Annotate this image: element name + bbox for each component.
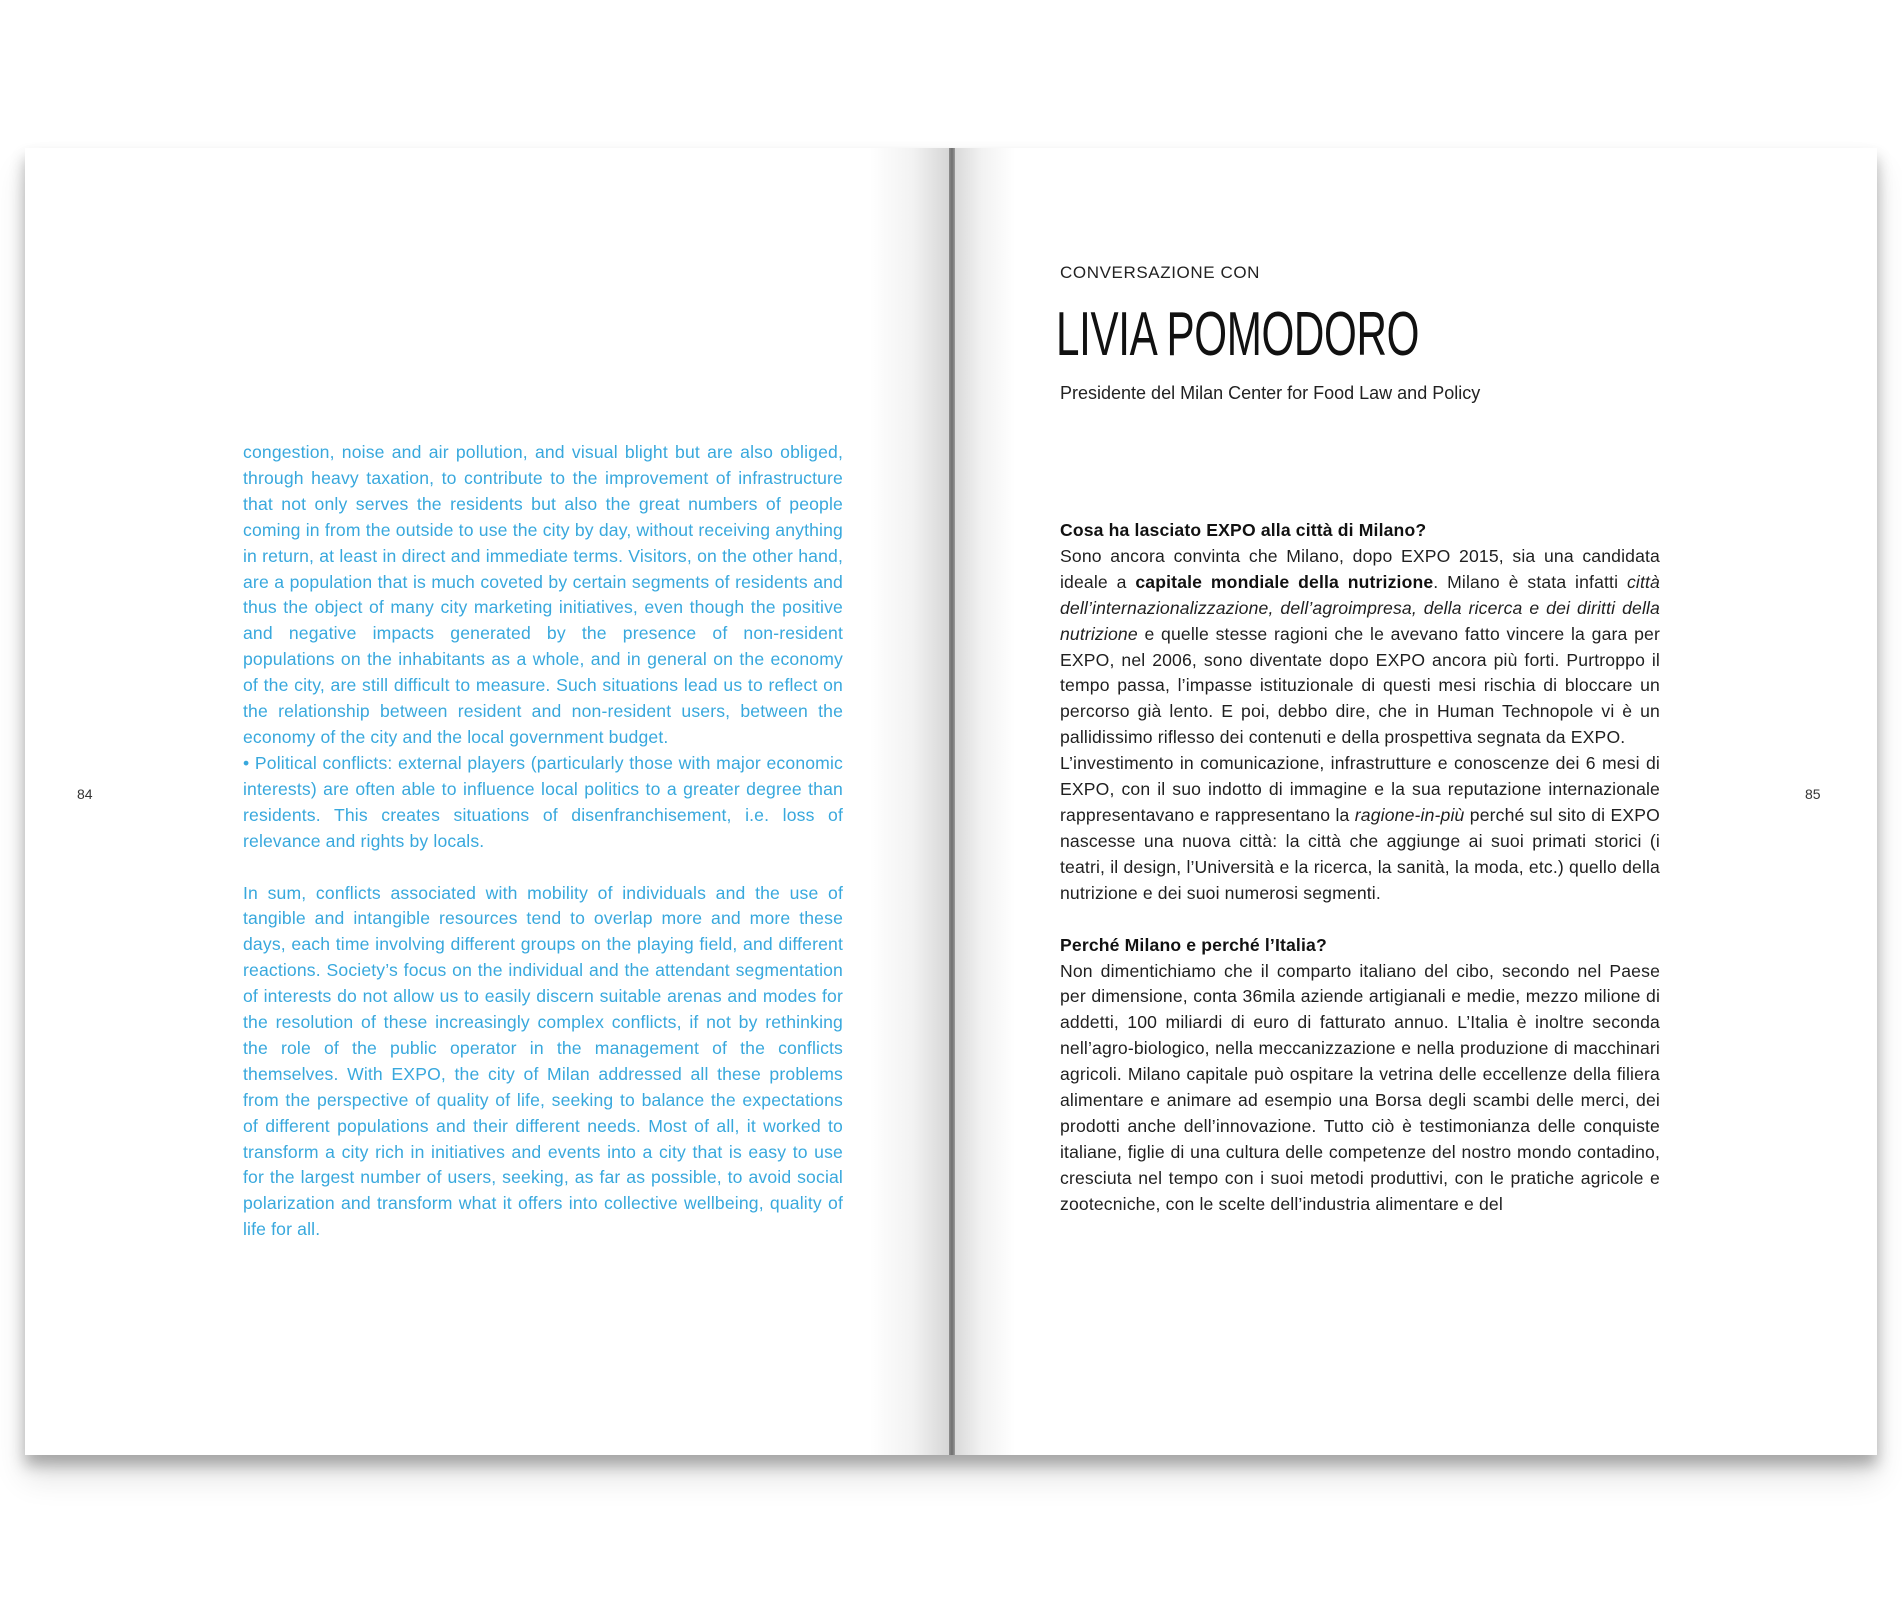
right-page: [955, 148, 1877, 1455]
page-number-right: 85: [1805, 786, 1821, 802]
answer-1-text-b: . Milano è stata infatti: [1433, 571, 1627, 592]
left-paragraph-3: In sum, conflicts associated with mobility of individuals and the use of tangible and intangible resources tend to overlap more and more these days, each time involving different groups on the playing field, and different reactions. Society’s focus on the individual and the attendant segmentation of interests do not allow us to easily discern suitable arenas and modes for the resolution of these increasingly complex conflicts, if not by rethinking the role of the public operator in the management of the conflicts themselves. With EXPO, the city of Milan addressed all these problems from the perspective of quality of life, seeking to balance the expectations of different populations and their different needs. Most of all, it worked to transform a city rich in initiatives and events into a city that is easy to use for the largest number of users, seeking, as far as possible, to avoid social polarization and transform what it offers into collective wellbeing, quality of life for all.: [243, 882, 843, 1240]
interview-subtitle: Presidente del Milan Center for Food Law and Policy: [1060, 383, 1481, 403]
answer-1-italic-2: ragione-in-più: [1354, 804, 1465, 825]
paragraph-gap: [243, 855, 843, 881]
question-1: Cosa ha lasciato EXPO alla città di Milano?: [1060, 520, 1427, 540]
answer-1-bold: capitale mondiale della nutrizione: [1135, 571, 1434, 592]
interview-title: LIVIA POMODORO: [1056, 300, 1420, 369]
left-body-text: [243, 440, 843, 1243]
answer-1-italic: città dell’internazionalizzazione, dell’agroimpresa, della ricerca e dei diritti della nutrizione: [1060, 571, 1660, 644]
interview-kicker: CONVERSAZIONE CON: [1060, 263, 1261, 282]
answer-1-text-a: Sono ancora convinta che Milano, dopo EXPO 2015, sia una candidata ideale a: [1060, 545, 1660, 592]
left-page: [25, 148, 949, 1455]
right-body-text: [1060, 518, 1660, 1218]
paragraph-gap: [1060, 907, 1660, 933]
left-paragraph-1: congestion, noise and air pollution, and visual blight but are also obliged, through heavy taxation, to contribute to the improvement of infrastructure that not only serves the residents but also the great numbers of people coming in from the outside to use the city by day, without receiving anything in return, at least in direct and immediate terms. Visitors, on the other hand, are a population that is much coveted by certain segments of residents and thus the object of many city marketing initiatives, even though the positive and negative impacts generated by the presence of non-resident populations on the inhabitants as a whole, and in general on the economy of the city, are still difficult to measure. Such situations lead us to reflect on the relationship between resident and non-resident users, between the economy of the city and the local government budget.: [243, 442, 843, 747]
question-2: Perché Milano e perché l’Italia?: [1060, 934, 1327, 955]
answer-1-paragraph-2: [1060, 751, 1660, 906]
answer-1-text-d: L’investimento in comunicazione, infrastrutture e conoscenze dei 6 mesi di EXPO, con il suo indotto di immagine e la sua reputazione internazionale rappresentavano e rappresentano la: [1060, 753, 1660, 825]
answer-1-text-e: perché sul sito di EXPO nascesse una nuova città: la città che aggiunge ai suoi primati storici (i teatri, il design, l’Università e la ricerca, la sanità, la moda, etc.) quello della nutrizione e dei suoi numerosi segmenti.: [1060, 804, 1660, 903]
book-spread: [25, 148, 1877, 1455]
answer-1-text-c: e quelle stesse ragioni che le avevano fatto vincere la gara per EXPO, nel 2006, sono diventate dopo EXPO ancora più forti. Purtroppo il tempo passa, l’impasse istituzionale di questi mesi rischia di bloccare un percorso già lento. E poi, debbo dire, che in Human Technopole vi è un pallidissimo riflesso dei contenuti e della prospettiva segnata da EXPO.: [1060, 623, 1660, 748]
answer-1-paragraph-1: [1060, 544, 1660, 751]
answer-2-paragraph: Non dimentichiamo che il comparto italiano del cibo, secondo nel Paese per dimensione, conta 36mila aziende artigianali e medie, mezzo milione di addetti, 100 miliardi di euro di fatturato annuo. L’Italia è inoltre seconda nell’agro-biologico, nella meccanizzazione e nella produzione di macchinari agricoli. Milano capitale può ospitare la vetrina delle eccellenze della filiera alimentare e animare ad esempio una Borsa degli scambi delle merci, dei prodotti anche dell’innovazione. Tutto ciò è testimonianza delle conquiste italiane, figlie di una cultura delle competenze del nostro mondo contadino, cresciuta nel tempo con i suoi metodi produttivi, con le pratiche agricole e zootecniche, con le scelte dell’industria alimentare e del: [1060, 960, 1660, 1214]
page-number-left: 84: [77, 786, 93, 802]
left-paragraph-2: • Political conflicts: external players (particularly those with major economic interests) are often able to influence local politics to a greater degree than residents. This creates situations of disenfranchisement, i.e. loss of relevance and rights by locals.: [243, 752, 843, 851]
